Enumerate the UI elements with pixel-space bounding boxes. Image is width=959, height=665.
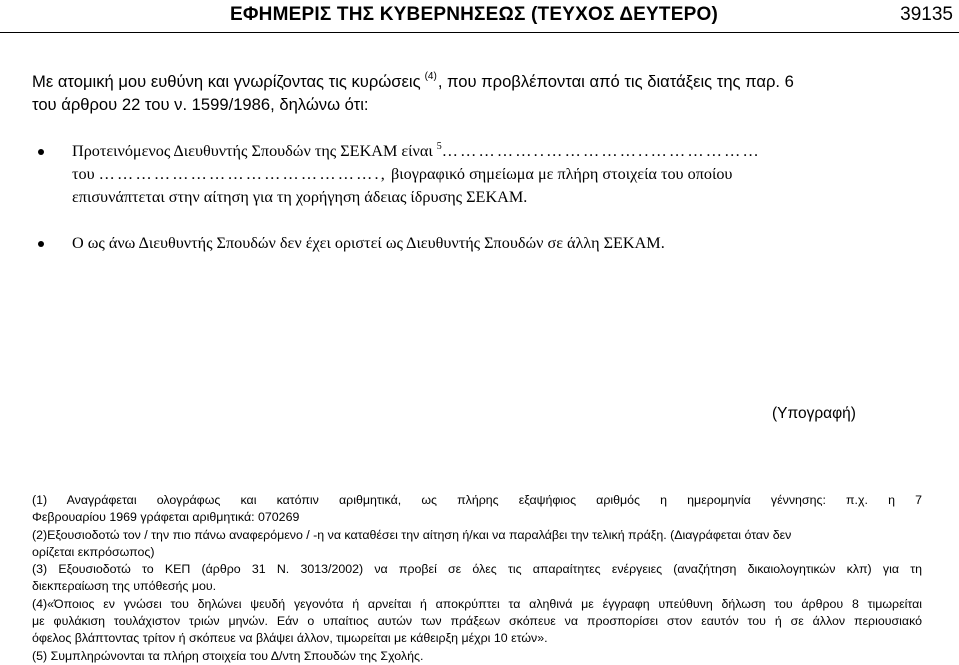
intro-line-2: του άρθρου 22 του ν. 1599/1986, δηλώνω ότι: xyxy=(32,95,369,114)
bullet-1-line-2 xyxy=(72,163,932,186)
footnote-5: (5) Συμπληρώνονται τα πλήρη στοιχεία του Δ/ντη Σπουδών της Σχολής. xyxy=(32,648,424,663)
bullet-1-text-c: βιογραφικό σημείωμα με πλήρη στοιχεία του οποίου xyxy=(391,165,733,183)
intro-text-a: Με ατομική μου ευθύνη και γνωρίζοντας τις κυρώσεις xyxy=(32,72,421,91)
footnote-2-line-2: ορίζεται εκπρόσωπος) xyxy=(32,544,155,559)
bullet-dot-icon xyxy=(38,241,44,247)
footnote-2-line-1: (2)Εξουσιοδοτώ τον / την πιο πάνω αναφερόμενο / -η να καταθέσει την αίτηση ή/και να παραλάβει την τελική πράξη. (Διαγράφεται όταν δεν xyxy=(32,527,792,542)
page-header xyxy=(0,2,959,32)
bullet-1-line-1 xyxy=(72,140,932,163)
bullet-2-text: Ο ως άνω Διευθυντής Σπουδών δεν έχει οριστεί ως Διευθυντής Σπουδών σε άλλη ΣΕΚΑΜ. xyxy=(72,234,665,252)
declaration-intro xyxy=(32,70,932,116)
bullet-1-text-b: του xyxy=(72,165,95,183)
header-rule xyxy=(0,32,959,33)
intro-text-b: , που προβλέπονται από τις διατάξεις της παρ. 6 xyxy=(437,72,794,91)
footnote-1-line-1: (1) Αναγράφεται ολογράφως και κατόπιν αριθμητικά, ως πλήρης εξαψήφιος αριθμός η ημερομηνία γέννησης: π.χ. η 7 xyxy=(32,493,922,507)
fill-in-dots-father: ………………………………………., xyxy=(98,165,387,183)
footnote-4-line-3: όφελος βλάπτοντας τρίτον ή σκόπευε να βλάψει άλλον, τιμωρείται με κάθειρξη μέχρι 10 ετών». xyxy=(32,631,548,646)
footnote-ref-5: 5 xyxy=(436,141,442,152)
footnote-4-line-1: (4)«Όποιος εν γνώσει του δηλώνει ψευδή γεγονότα ή αρνείται ή αποκρύπτει τα αληθινά με έγγραφη υπεύθυνη δήλωση του άρθρου 8 τιμωρείται xyxy=(32,596,922,611)
bullet-text xyxy=(72,140,932,209)
bullet-1-text-a: Προτεινόμενος Διευθυντής Σπουδών της ΣΕΚΑΜ είναι xyxy=(72,142,433,160)
page-number: 39135 xyxy=(900,4,953,25)
bullet-director-not-assigned xyxy=(32,232,932,256)
footnote-4-line-2: με φυλάκιση τουλάχιστον τριών μηνών. Εάν ο υπαίτιος αυτών των πράξεων σκόπευε να προσπορίσει στον εαυτόν του ή σε άλλον περιουσιακό xyxy=(32,614,922,629)
signature-label: (Υπογραφή) xyxy=(772,405,856,422)
bullet-dot-icon xyxy=(38,149,44,155)
footnote-3-line-1: (3) Εξουσιοδοτώ το ΚΕΠ (άρθρο 31 Ν. 3013/2002) να προβεί σε όλες τις απαραίτητες ενέργειες (αναζήτηση δικαιολογητικών κλπ) για τη xyxy=(32,562,922,577)
footnote-3-line-2: διεκπεραίωση της υπόθεσής μου. xyxy=(32,579,217,594)
fill-in-dots-name: ……………..……………..……………… xyxy=(441,142,761,160)
intro-line-1 xyxy=(32,70,932,93)
footnotes xyxy=(32,492,922,665)
bullet-1-line-3: επισυνάπτεται στην αίτηση για τη χορήγηση άδειας ίδρυσης ΣΕΚΑΜ. xyxy=(72,188,528,206)
footnote-ref-4: (4) xyxy=(424,71,437,82)
bullet-director-proposed xyxy=(32,140,932,210)
footnote-1-line-2: Φεβρουαρίου 1969 γράφεται αριθμητικά: 070269 xyxy=(32,510,300,525)
gazette-title: ΕΦΗΜΕΡΙΣ ΤΗΣ ΚΥΒΕΡΝΗΣΕΩΣ (ΤΕΥΧΟΣ ΔΕΥΤΕΡΟ) xyxy=(230,4,718,25)
